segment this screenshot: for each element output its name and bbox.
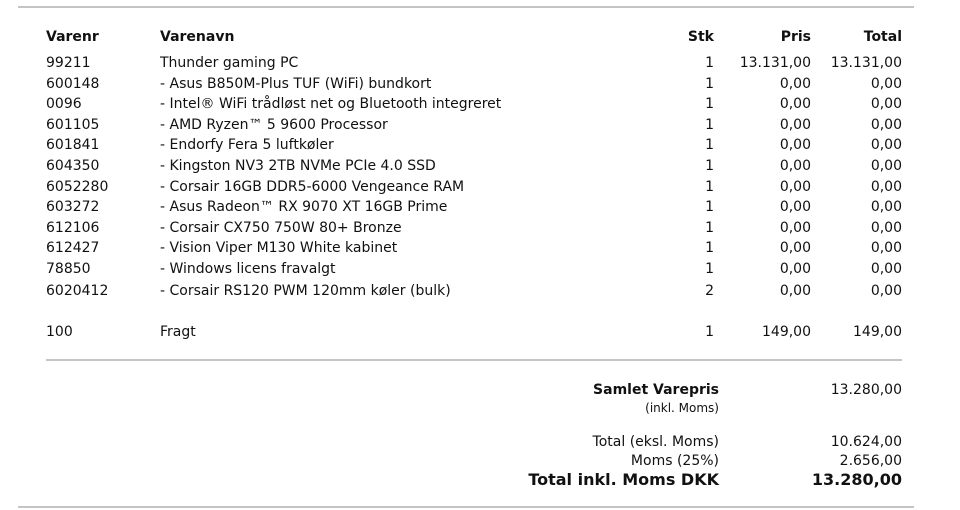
item-qty: 1 [705, 116, 714, 133]
item-qty: 1 [705, 261, 714, 277]
item-price: 0,00 [779, 283, 811, 299]
item-price: 0,00 [779, 199, 811, 216]
item-qty: 1 [705, 96, 714, 113]
grand-total-label: Total inkl. Moms DKK [528, 470, 719, 489]
item-nr: 612427 [46, 240, 100, 257]
item-name: - Asus B850M-Plus TUF (WiFi) bundkort [160, 75, 432, 92]
shipping-row [0, 322, 960, 342]
item-total: 0,00 [870, 219, 902, 236]
item-total: 13.131,00 [830, 55, 902, 71]
table-row [0, 115, 960, 135]
item-total: 0,00 [870, 261, 902, 277]
subtotal-value: 13.280,00 [830, 382, 902, 398]
item-price: 0,00 [779, 158, 811, 174]
item-name: - AMD Ryzen™ 5 9600 Processor [160, 116, 388, 133]
item-name: Thunder gaming PC [160, 55, 299, 71]
table-row [0, 53, 960, 73]
item-price: 0,00 [779, 116, 811, 133]
table-row [0, 94, 960, 114]
shipping-name: Fragt [160, 324, 196, 340]
item-total: 0,00 [870, 137, 902, 154]
vat-label: Moms (25%) [630, 453, 719, 469]
item-name: - Corsair 16GB DDR5-6000 Vengeance RAM [160, 178, 465, 195]
item-total: 0,00 [870, 116, 902, 133]
item-qty: 1 [705, 55, 714, 71]
table-row [0, 238, 960, 258]
subtotal-label: Samlet Varepris [593, 382, 719, 398]
table-header [0, 27, 960, 47]
item-total: 0,00 [870, 240, 902, 257]
summary-divider [46, 359, 902, 361]
item-nr: 612106 [46, 219, 100, 236]
table-row [0, 74, 960, 94]
item-name: - Corsair RS120 PWM 120mm køler (bulk) [160, 283, 451, 299]
excl-vat-value: 10.624,00 [830, 434, 902, 450]
item-nr: 78850 [46, 261, 91, 277]
item-total: 0,00 [870, 283, 902, 299]
item-price: 0,00 [779, 219, 811, 236]
item-nr: 603272 [46, 199, 100, 216]
column-header-total: Total [863, 29, 902, 45]
item-price: 0,00 [779, 137, 811, 154]
item-name: - Vision Viper M130 White kabinet [160, 240, 398, 257]
item-total: 0,00 [870, 178, 902, 195]
column-header-nr: Varenr [46, 29, 99, 45]
column-header-qty: Stk [687, 29, 714, 45]
item-nr: 600148 [46, 75, 100, 92]
item-total: 0,00 [870, 158, 902, 174]
item-price: 0,00 [779, 178, 811, 195]
bottom-divider [18, 506, 914, 508]
item-nr: 601105 [46, 116, 100, 133]
item-nr: 604350 [46, 158, 100, 174]
shipping-price: 149,00 [762, 324, 811, 340]
item-nr: 6020412 [46, 283, 109, 299]
column-header-name: Varenavn [160, 29, 235, 45]
item-qty: 1 [705, 219, 714, 236]
table-row [0, 218, 960, 238]
grand-total-value: 13.280,00 [811, 470, 902, 489]
top-divider [18, 6, 914, 8]
table-row [0, 135, 960, 155]
item-total: 0,00 [870, 199, 902, 216]
item-qty: 1 [705, 240, 714, 257]
column-header-price: Pris [780, 29, 811, 45]
item-qty: 1 [705, 75, 714, 92]
item-price: 0,00 [779, 261, 811, 277]
item-nr: 0096 [46, 96, 82, 113]
item-name: - Intel® WiFi trådløst net og Bluetooth integreret [160, 96, 502, 113]
item-name: - Windows licens fravalgt [160, 261, 336, 277]
item-nr: 601841 [46, 137, 100, 154]
excl-vat-label: Total (eksl. Moms) [592, 434, 719, 450]
item-price: 0,00 [779, 96, 811, 113]
item-name: - Kingston NV3 2TB NVMe PCIe 4.0 SSD [160, 158, 436, 174]
item-qty: 1 [705, 137, 714, 154]
vat-value: 2.656,00 [839, 453, 902, 469]
shipping-nr: 100 [46, 324, 73, 340]
shipping-total: 149,00 [853, 324, 902, 340]
table-row [0, 197, 960, 217]
item-name: - Corsair CX750 750W 80+ Bronze [160, 219, 402, 236]
item-qty: 1 [705, 178, 714, 195]
table-row [0, 259, 960, 279]
table-row [0, 156, 960, 176]
table-row [0, 177, 960, 197]
table-row [0, 281, 960, 301]
item-price: 13.131,00 [739, 55, 811, 71]
item-nr: 99211 [46, 55, 91, 71]
item-qty: 1 [705, 199, 714, 216]
item-price: 0,00 [779, 75, 811, 92]
subtotal-note: (inkl. Moms) [645, 401, 719, 415]
item-nr: 6052280 [46, 178, 109, 195]
shipping-qty: 1 [705, 324, 714, 340]
item-total: 0,00 [870, 75, 902, 92]
item-name: - Asus Radeon™ RX 9070 XT 16GB Prime [160, 199, 448, 216]
item-total: 0,00 [870, 96, 902, 113]
item-qty: 2 [705, 283, 714, 299]
item-name: - Endorfy Fera 5 luftkøler [160, 137, 334, 154]
item-qty: 1 [705, 158, 714, 174]
item-price: 0,00 [779, 240, 811, 257]
